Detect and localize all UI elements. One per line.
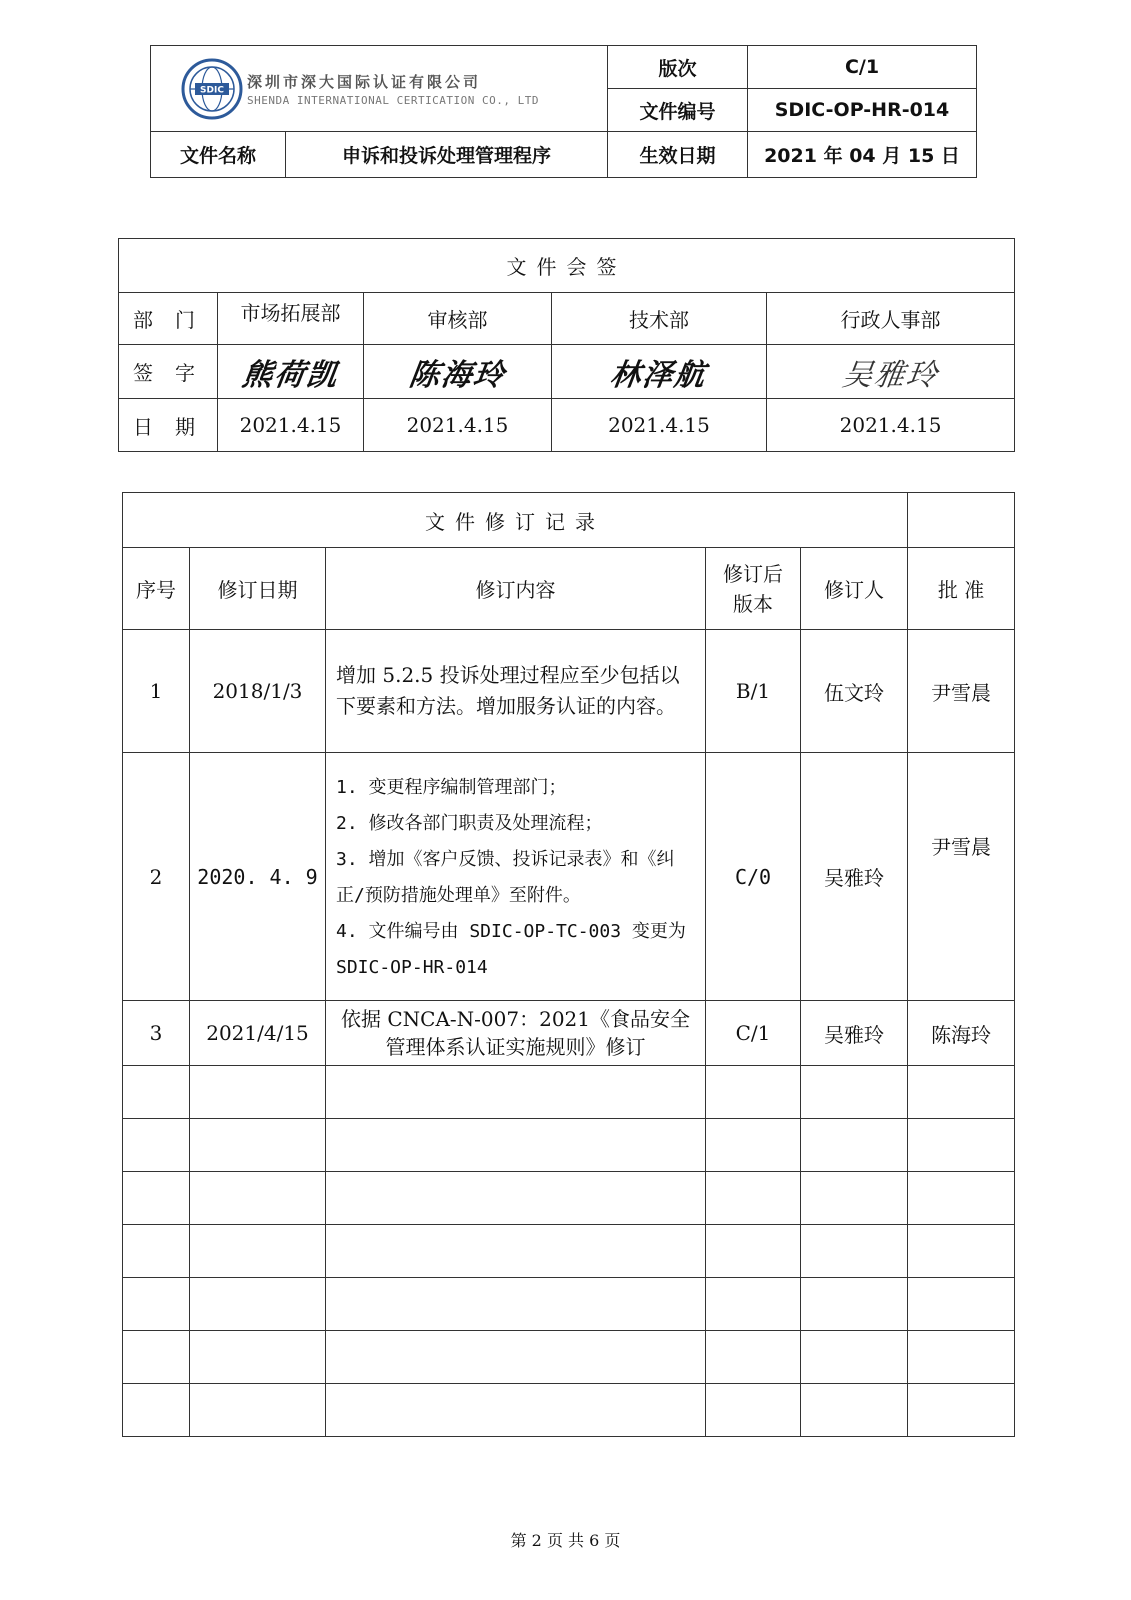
empty-cell [190,1066,326,1119]
row-reviser: 伍文玲 [801,630,908,753]
empty-cell [908,1225,1015,1278]
empty-cell [326,1172,706,1225]
empty-cell [908,1331,1015,1384]
company-logo-icon [181,58,243,120]
col-header-date: 修订日期 [190,548,326,630]
empty-cell [706,1225,801,1278]
empty-cell [123,1066,190,1119]
signature-label: 签字 [119,345,218,399]
empty-cell [801,1331,908,1384]
empty-row [123,1172,1015,1225]
col-header-seq: 序号 [123,548,190,630]
row-content: 依据 CNCA-N-007：2021《食品安全管理体系认证实施规则》修订 [326,1001,706,1066]
version-value: C/1 [748,46,977,89]
row-reviser: 吴雅玲 [801,753,908,1001]
empty-row [123,1278,1015,1331]
version-label: 版次 [608,46,748,89]
empty-row [123,1225,1015,1278]
empty-cell [326,1331,706,1384]
table-row [123,1001,1015,1066]
signature: 林泽航 [608,357,709,393]
revision-title: 文件修订记录 [123,493,908,548]
empty-cell [123,1278,190,1331]
logo-text: SDIC [200,85,224,95]
signoff-table [118,238,1015,452]
col-header-reviser: 修订人 [801,548,908,630]
empty-cell [706,1384,801,1437]
empty-cell [908,1278,1015,1331]
revision-item: 4. 文件编号由 SDIC-OP-TC-003 变更为 SDIC-OP-HR-014 [336,920,686,978]
empty-cell [908,1384,1015,1437]
dept-name: 审核部 [364,293,552,345]
dept-name: 市场拓展部 [218,293,364,345]
effective-date-value: 2021 年 04 月 15 日 [748,132,977,178]
table-row [123,630,1015,753]
empty-cell [706,1066,801,1119]
dept-name: 行政人事部 [767,293,1015,345]
empty-row [123,1331,1015,1384]
empty-cell [908,1066,1015,1119]
signoff-date: 2021.4.15 [767,399,1015,452]
empty-cell [908,1119,1015,1172]
row-version: C/1 [706,1001,801,1066]
row-seq: 2 [123,753,190,1001]
row-approver: 尹雪晨 [908,630,1015,753]
row-date: 2021/4/15 [190,1001,326,1066]
company-logo-cell [151,46,608,132]
signature-cell [218,345,364,399]
doc-name-label: 文件名称 [151,132,286,178]
doc-number-value: SDIC-OP-HR-014 [748,89,977,132]
row-version: C/0 [706,753,801,1001]
page-footer: 第 2 页 共 6 页 [510,1531,621,1550]
revision-item: 2. 修改各部门职责及处理流程； [336,812,603,834]
empty-cell [123,1119,190,1172]
signoff-date: 2021.4.15 [552,399,767,452]
empty-cell [123,1331,190,1384]
empty-cell [190,1225,326,1278]
company-name-en: SHENDA INTERNATIONAL CERTICATION CO., LTD [247,93,540,107]
empty-cell [190,1172,326,1225]
col-header-version [706,548,801,630]
revision-record-table [122,492,1015,1437]
empty-cell [123,1172,190,1225]
empty-row [123,1119,1015,1172]
empty-cell [123,1225,190,1278]
empty-cell [326,1225,706,1278]
revision-item: 1. 变更程序编制管理部门； [336,776,567,798]
col-header-content: 修订内容 [326,548,706,630]
empty-cell [801,1066,908,1119]
empty-cell [801,1119,908,1172]
effective-date-label: 生效日期 [608,132,748,178]
row-approver: 陈海玲 [908,1001,1015,1066]
doc-name-value: 申诉和投诉处理管理程序 [286,132,608,178]
signature: 熊荷凯 [239,357,341,393]
table-row [123,753,1015,1001]
empty-row [123,1066,1015,1119]
empty-cell [801,1172,908,1225]
empty-cell [190,1119,326,1172]
date-label: 日期 [119,399,218,452]
empty-cell [801,1384,908,1437]
doc-number-label: 文件编号 [608,89,748,132]
signature-cell [767,345,1015,399]
signature-cell [364,345,552,399]
revision-title-blank [908,493,1015,548]
empty-cell [123,1384,190,1437]
row-reviser: 吴雅玲 [801,1001,908,1066]
signature: 陈海玲 [406,357,508,393]
empty-cell [801,1278,908,1331]
document-header-table [150,45,977,178]
empty-cell [190,1384,326,1437]
dept-name: 技术部 [552,293,767,345]
revision-item: 3. 增加《客户反馈、投诉记录表》和《纠正/预防措施处理单》至附件。 [336,848,675,906]
empty-cell [908,1172,1015,1225]
row-content [326,753,706,1001]
row-seq: 3 [123,1001,190,1066]
company-name-cn: 深圳市深大国际认证有限公司 [247,72,482,91]
row-content: 增加 5.2.5 投诉处理过程应至少包括以下要素和方法。增加服务认证的内容。 [326,630,706,753]
empty-row [123,1384,1015,1437]
col-header-version-line1: 修订后 [723,561,783,586]
signoff-date: 2021.4.15 [218,399,364,452]
empty-cell [326,1278,706,1331]
empty-cell [326,1384,706,1437]
empty-cell [190,1278,326,1331]
signoff-title: 文件会签 [119,239,1015,293]
row-date: 2018/1/3 [190,630,326,753]
empty-cell [706,1172,801,1225]
empty-cell [706,1119,801,1172]
row-date: 2020. 4. 9 [190,753,326,1001]
row-seq: 1 [123,630,190,753]
empty-cell [706,1278,801,1331]
empty-cell [326,1119,706,1172]
col-header-version-line2: 版本 [733,591,773,616]
dept-label: 部门 [119,293,218,345]
empty-cell [801,1225,908,1278]
col-header-approver: 批 准 [908,548,1015,630]
empty-cell [326,1066,706,1119]
empty-cell [706,1331,801,1384]
signature-cell [552,345,767,399]
row-version: B/1 [706,630,801,753]
row-approver: 尹雪晨 [908,753,1015,1001]
empty-cell [190,1331,326,1384]
signature: 吴雅玲 [839,357,941,393]
signoff-date: 2021.4.15 [364,399,552,452]
